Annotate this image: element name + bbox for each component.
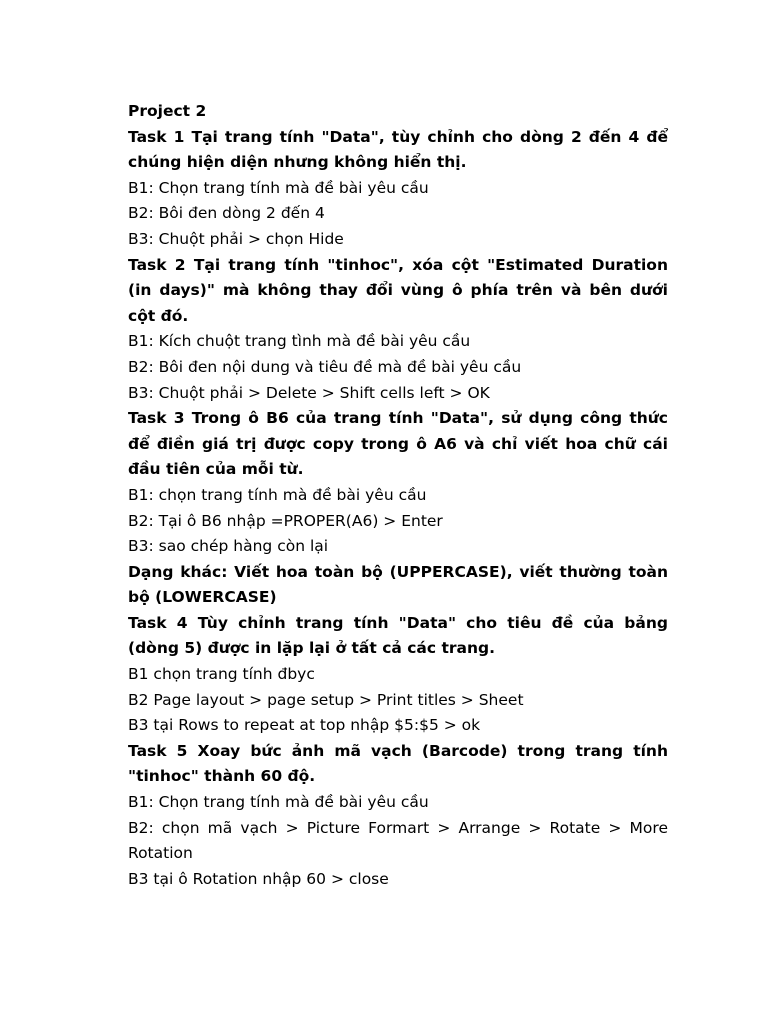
task-1-step-2: B2: Bôi đen dòng 2 đến 4 xyxy=(128,204,325,223)
task-4-heading: Task 4 Tùy chỉnh trang tính "Data" cho tiêu đề của bảng (dòng 5) được in lặp lại ở tất cả các trang. xyxy=(128,613,668,658)
task-3-variant-note: Dạng khác: Viết hoa toàn bộ (UPPERCASE), viết thường toàn bộ (LOWERCASE) xyxy=(128,562,668,607)
task-3-step-1: B1: chọn trang tính mà đề bài yêu cầu xyxy=(128,485,427,504)
task-2-step-2: B2: Bôi đen nội dung và tiêu đề mà đề bài yêu cầu xyxy=(128,357,522,376)
task-2-step-1: B1: Kích chuột trang tình mà đề bài yêu cầu xyxy=(128,332,471,351)
task-3-step-3: B3: sao chép hàng còn lại xyxy=(128,537,329,556)
task-1-heading: Task 1 Tại trang tính "Data", tùy chỉnh cho dòng 2 đến 4 để chúng hiện diện nhưng không hiển thị. xyxy=(128,127,668,172)
task-1-step-1: B1: Chọn trang tính mà đề bài yêu cầu xyxy=(128,178,429,197)
document-page xyxy=(128,99,668,892)
task-3-step-2: B2: Tại ô B6 nhập =PROPER(A6) > Enter xyxy=(128,511,443,530)
task-5-step-2: B2: chọn mã vạch > Picture Formart > Arrange > Rotate > More Rotation xyxy=(128,818,668,863)
task-5-step-3: B3 tại ô Rotation nhập 60 > close xyxy=(128,869,389,888)
task-4-step-3: B3 tại Rows to repeat at top nhập $5:$5 > ok xyxy=(128,716,481,735)
task-2-heading: Task 2 Tại trang tính "tinhoc", xóa cột "Estimated Duration (in days)" mà không thay đổi vùng ô phía trên và bên dưới cột đó. xyxy=(128,255,668,325)
task-3-heading: Task 3 Trong ô B6 của trang tính "Data", sử dụng công thức để điền giá trị được copy trong ô A6 và chỉ viết hoa chữ cái đầu tiên của mỗi từ. xyxy=(128,409,668,479)
document-title: Project 2 xyxy=(128,102,207,120)
task-1-step-3: B3: Chuột phải > chọn Hide xyxy=(128,229,344,248)
task-4-step-2: B2 Page layout > page setup > Print titles > Sheet xyxy=(128,690,524,709)
task-2-step-3: B3: Chuột phải > Delete > Shift cells left > OK xyxy=(128,383,490,402)
task-5-heading: Task 5 Xoay bức ảnh mã vạch (Barcode) trong trang tính "tinhoc" thành 60 độ. xyxy=(128,741,668,786)
task-5-step-1: B1: Chọn trang tính mà đề bài yêu cầu xyxy=(128,793,429,812)
task-4-step-1: B1 chọn trang tính đbyc xyxy=(128,665,315,684)
